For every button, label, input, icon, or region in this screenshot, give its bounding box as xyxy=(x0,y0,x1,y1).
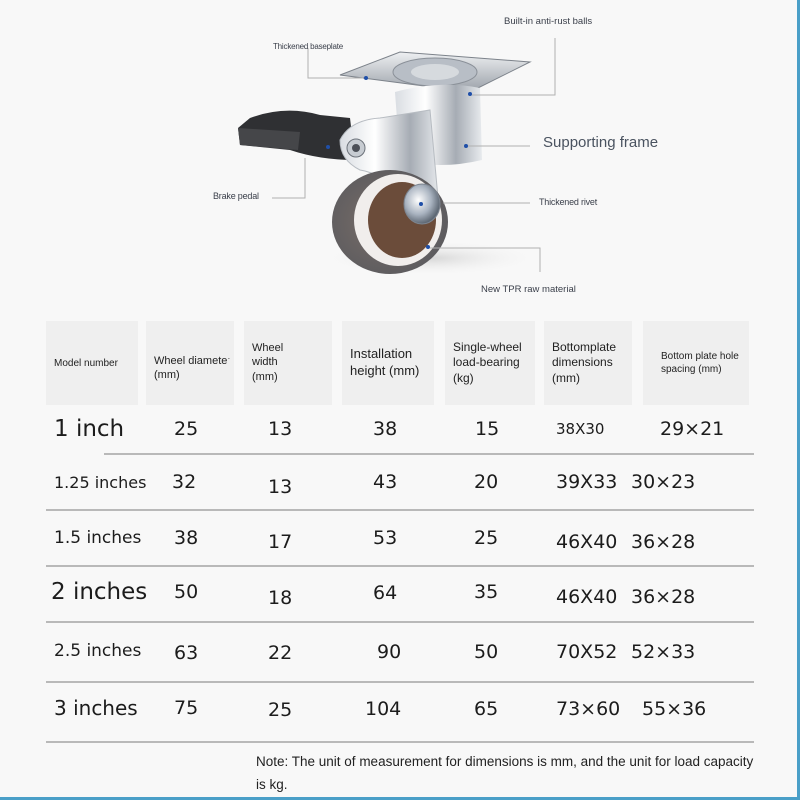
cell-load: 65 xyxy=(474,698,499,720)
spec-table xyxy=(46,321,754,721)
callout-supporting-frame: Supporting frame xyxy=(543,134,659,151)
table-row xyxy=(46,567,754,623)
cell-hole: 30×23 xyxy=(631,471,696,493)
callout-anti-rust-balls: Built-in anti-rust balls xyxy=(504,16,593,27)
cell-model: 3 inches xyxy=(54,696,138,720)
cell-hole: 52×33 xyxy=(631,641,696,663)
cell-diameter: 25 xyxy=(174,418,199,440)
table-row xyxy=(46,623,754,679)
header-hole-spacing: Bottom plate hole spacing (mm) xyxy=(643,321,749,405)
cell-hole: 55×36 xyxy=(642,698,707,720)
cell-plate: 70X52 xyxy=(556,641,618,663)
cell-hole: 29×21 xyxy=(660,418,725,440)
cell-height: 53 xyxy=(373,527,398,549)
cell-width: 13 xyxy=(268,418,293,440)
table-row xyxy=(46,405,754,455)
header-load-bearing: Single-wheel load-bearing (kg) xyxy=(445,321,535,405)
table-row xyxy=(46,455,754,511)
caster-wheel-image xyxy=(0,0,800,310)
cell-plate: 46X40 xyxy=(556,531,618,553)
cell-width: 13 xyxy=(268,476,293,498)
table-row xyxy=(46,511,754,567)
cell-width: 18 xyxy=(268,587,293,609)
cell-width: 22 xyxy=(268,642,293,664)
cell-height: 43 xyxy=(373,471,398,493)
cell-diameter: 75 xyxy=(174,697,199,719)
cell-plate: 46X40 xyxy=(556,586,618,608)
cell-load: 20 xyxy=(474,471,499,493)
cell-model: 1 inch xyxy=(54,416,125,442)
cell-load: 25 xyxy=(474,527,499,549)
table-row xyxy=(46,683,754,739)
cell-plate: 39X33 xyxy=(556,471,618,493)
cell-height: 90 xyxy=(377,641,402,663)
cell-plate: 38X30 xyxy=(556,420,605,438)
header-wheel-diameter: Wheel diameteˑ (mm) xyxy=(146,321,234,405)
cell-hole: 36×28 xyxy=(631,531,696,553)
cell-diameter: 50 xyxy=(174,581,199,603)
cell-model: 2 inches xyxy=(51,579,148,605)
cell-diameter: 32 xyxy=(172,471,197,493)
header-plate-dimensions: Bottomplate dimensions (mm) xyxy=(544,321,632,405)
table-header xyxy=(46,321,754,405)
cell-plate: 73×60 xyxy=(556,698,621,720)
cell-load: 35 xyxy=(474,581,499,603)
callout-thickened-baseplate: Thickened baseplate xyxy=(273,42,344,51)
cell-load: 15 xyxy=(475,418,500,440)
callout-tpr-material: New TPR raw material xyxy=(481,284,576,295)
cell-diameter: 63 xyxy=(174,642,199,664)
cell-width: 17 xyxy=(268,531,293,553)
cell-model: 1.5 inches xyxy=(54,528,142,548)
row-divider xyxy=(46,741,754,743)
units-note: Note: The unit of measurement for dimensions is mm, and the unit for load capacity is kg. xyxy=(256,754,754,792)
cell-height: 104 xyxy=(365,698,402,720)
product-illustration xyxy=(0,0,800,310)
cell-width: 25 xyxy=(268,699,293,721)
header-wheel-width: Wheel width (mm) xyxy=(244,321,332,405)
callout-thickened-rivet: Thickened rivet xyxy=(539,197,598,207)
cell-model: 1.25 inches xyxy=(54,472,147,492)
cell-height: 38 xyxy=(373,418,398,440)
cell-height: 64 xyxy=(373,582,398,604)
cell-load: 50 xyxy=(474,641,499,663)
cell-diameter: 38 xyxy=(174,527,199,549)
cell-model: 2.5 inches xyxy=(54,641,142,661)
header-model-number: Model number xyxy=(46,321,138,405)
callout-brake-pedal: Brake pedal xyxy=(213,191,259,201)
cell-hole: 36×28 xyxy=(631,586,696,608)
header-installation-height: Installation height (mm) xyxy=(342,321,434,405)
